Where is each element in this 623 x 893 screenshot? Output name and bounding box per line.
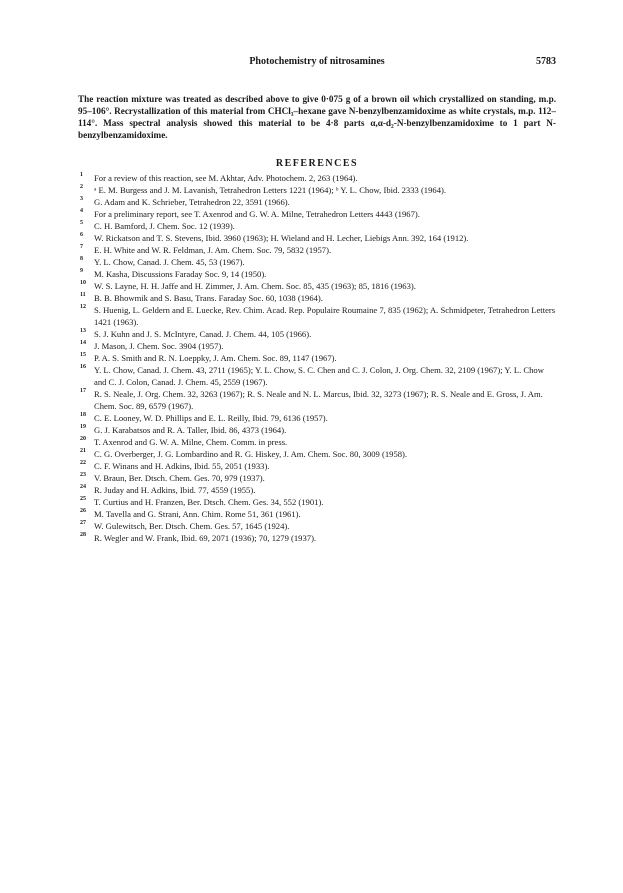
reference-item — [78, 508, 556, 520]
reference-number: 27 — [80, 520, 86, 526]
reference-item — [78, 184, 556, 196]
reference-item — [78, 292, 556, 304]
reference-number: 28 — [80, 532, 86, 538]
reference-item — [78, 256, 556, 268]
reference-item — [78, 220, 556, 232]
reference-item — [78, 232, 556, 244]
page-number: 5783 — [536, 56, 556, 67]
reference-number: 20 — [80, 436, 86, 442]
reference-number: 10 — [80, 280, 86, 286]
reference-item — [78, 244, 556, 256]
reference-number: 19 — [80, 424, 86, 430]
reference-text: C. E. Looney, W. D. Phillips and E. L. Reilly, Ibid. 79, 6136 (1957). — [94, 413, 328, 423]
reference-text: For a review of this reaction, see M. Akhtar, Adv. Photochem. 2, 263 (1964). — [94, 173, 358, 183]
reference-text: C. F. Winans and H. Adkins, Ibid. 55, 2051 (1933). — [94, 461, 270, 471]
reference-text: T. Axenrod and G. W. A. Milne, Chem. Comm. in press. — [94, 437, 288, 447]
reference-number: 21 — [80, 448, 86, 454]
reference-item — [78, 412, 556, 424]
reference-text: G. Adam and K. Schrieber, Tetrahedron 22, 3591 (1966). — [94, 197, 290, 207]
reference-text: E. H. White and W. R. Feldman, J. Am. Chem. Soc. 79, 5832 (1957). — [94, 245, 332, 255]
reference-number: 25 — [80, 496, 86, 502]
reference-text: W. Gulewitsch, Ber. Dtsch. Chem. Ges. 57, 1645 (1924). — [94, 521, 290, 531]
reference-item — [78, 280, 556, 292]
reference-number: 23 — [80, 472, 86, 478]
reference-number: 5 — [80, 220, 83, 226]
reference-text: C. H. Bamford, J. Chem. Soc. 12 (1939). — [94, 221, 235, 231]
reference-text: M. Tavella and G. Strani, Ann. Chim. Rome 51, 361 (1961). — [94, 509, 301, 519]
reference-text: T. Curtius and H. Franzen, Ber. Dtsch. Chem. Ges. 34, 552 (1901). — [94, 497, 324, 507]
reference-number: 18 — [80, 412, 86, 418]
reference-number: 26 — [80, 508, 86, 514]
reference-text: ᵃ E. M. Burgess and J. M. Lavanish, Tetrahedron Letters 1221 (1964); ᵇ Y. L. Chow, Ibid. 2333 (1964). — [94, 185, 447, 195]
reference-number: 3 — [80, 196, 83, 202]
reference-number: 12 — [80, 304, 86, 310]
reference-number: 14 — [80, 340, 86, 346]
reference-text: For a preliminary report, see T. Axenrod and G. W. A. Milne, Tetrahedron Letters 4443 (1967). — [94, 209, 420, 219]
reference-number: 9 — [80, 268, 83, 274]
reference-item — [78, 388, 556, 412]
reference-text: R. Juday and H. Adkins, Ibid. 77, 4559 (1955). — [94, 485, 256, 495]
reference-item — [78, 460, 556, 472]
reference-item — [78, 472, 556, 484]
running-title: Photochemistry of nitrosamines — [249, 56, 385, 67]
reference-item — [78, 340, 556, 352]
reference-text: M. Kasha, Discussions Faraday Soc. 9, 14 (1950). — [94, 269, 267, 279]
reference-item — [78, 484, 556, 496]
reference-text: V. Braun, Ber. Dtsch. Chem. Ges. 70, 979 (1937). — [94, 473, 265, 483]
reference-item — [78, 448, 556, 460]
reference-number: 22 — [80, 460, 86, 466]
reference-text: B. B. Bhowmik and S. Basu, Trans. Faraday Soc. 60, 1038 (1964). — [94, 293, 323, 303]
reference-number: 1 — [80, 172, 83, 178]
reference-text: J. Mason, J. Chem. Soc. 3904 (1957). — [94, 341, 224, 351]
references-heading: REFERENCES — [275, 158, 359, 169]
reference-item — [78, 364, 556, 388]
reference-number: 13 — [80, 328, 86, 334]
reference-text: C. G. Overberger, J. G. Lombardino and R. G. Hiskey, J. Am. Chem. Soc. 80, 3009 (1958). — [94, 449, 408, 459]
reference-item — [78, 208, 556, 220]
reference-text: Y. L. Chow, Canad. J. Chem. 45, 53 (1967). — [94, 257, 245, 267]
reference-number: 6 — [80, 232, 83, 238]
reference-item — [78, 304, 556, 328]
reference-item — [78, 436, 556, 448]
references-list — [78, 172, 556, 544]
body-paragraph: The reaction mixture was treated as described above to give 0·075 g of a brown oil which crystallized on standing, m.p. 95–106°. Recrystallization of this material from CHCl₃–hexane gave N-benzylbenzamidoxime as white crystals, m.p. 112–114°. Mass spectral analysis showed this material to be 4·8 parts α,α-d₂-N-benzylbenzamidoxime to 1 part N-benzylbenzamidoxime. — [78, 94, 556, 141]
reference-item — [78, 352, 556, 364]
reference-item — [78, 172, 556, 184]
reference-text: W. S. Layne, H. H. Jaffe and H. Zimmer, J. Am. Chem. Soc. 85, 435 (1963); 85, 1816 (1963). — [94, 281, 416, 291]
reference-text: W. Rickatson and T. S. Stevens, Ibid. 3960 (1963); H. Wieland and H. Lecher, Liebigs Ann. 392, 164 (1912). — [94, 233, 469, 243]
reference-item — [78, 268, 556, 280]
reference-text: R. Wegler and W. Frank, Ibid. 69, 2071 (1936); 70, 1279 (1937). — [94, 533, 317, 543]
reference-number: 17 — [80, 388, 86, 394]
reference-number: 2 — [80, 184, 83, 190]
reference-number: 11 — [80, 292, 86, 298]
reference-number: 4 — [80, 208, 83, 214]
reference-item — [78, 196, 556, 208]
reference-item — [78, 532, 556, 544]
reference-text: G. J. Karabatsos and R. A. Taller, Ibid. 86, 4373 (1964). — [94, 425, 287, 435]
reference-text: R. S. Neale, J. Org. Chem. 32, 3263 (1967); R. S. Neale and N. L. Marcus, Ibid. 32, 3273 (1967); R. S. Neale and E. Gross, J. Am. Chem. Soc. 89, 6579 (1967). — [94, 389, 543, 411]
reference-item — [78, 424, 556, 436]
reference-text: S. Huenig, L. Geldern and E. Luecke, Rev. Chim. Acad. Rep. Populaire Roumaine 7, 835 (1962); A. Schmidpeter, Tetrahedron Letters 1421 (1963). — [94, 305, 556, 327]
reference-item — [78, 328, 556, 340]
reference-text: S. J. Kuhn and J. S. McIntyre, Canad. J. Chem. 44, 105 (1966). — [94, 329, 312, 339]
reference-number: 15 — [80, 352, 86, 358]
reference-number: 16 — [80, 364, 86, 370]
reference-item — [78, 520, 556, 532]
reference-text: P. A. S. Smith and R. N. Loeppky, J. Am. Chem. Soc. 89, 1147 (1967). — [94, 353, 337, 363]
reference-number: 7 — [80, 244, 83, 250]
reference-number: 8 — [80, 256, 83, 262]
reference-text: Y. L. Chow, Canad. J. Chem. 43, 2711 (1965); Y. L. Chow, S. C. Chen and C. J. Colon, J. Org. Chem. 32, 2109 (1967); Y. L. Chow and C. J. Colon, Canad. J. Chem. 45, 2559 (1967). — [94, 365, 544, 387]
reference-item — [78, 496, 556, 508]
reference-number: 24 — [80, 484, 86, 490]
